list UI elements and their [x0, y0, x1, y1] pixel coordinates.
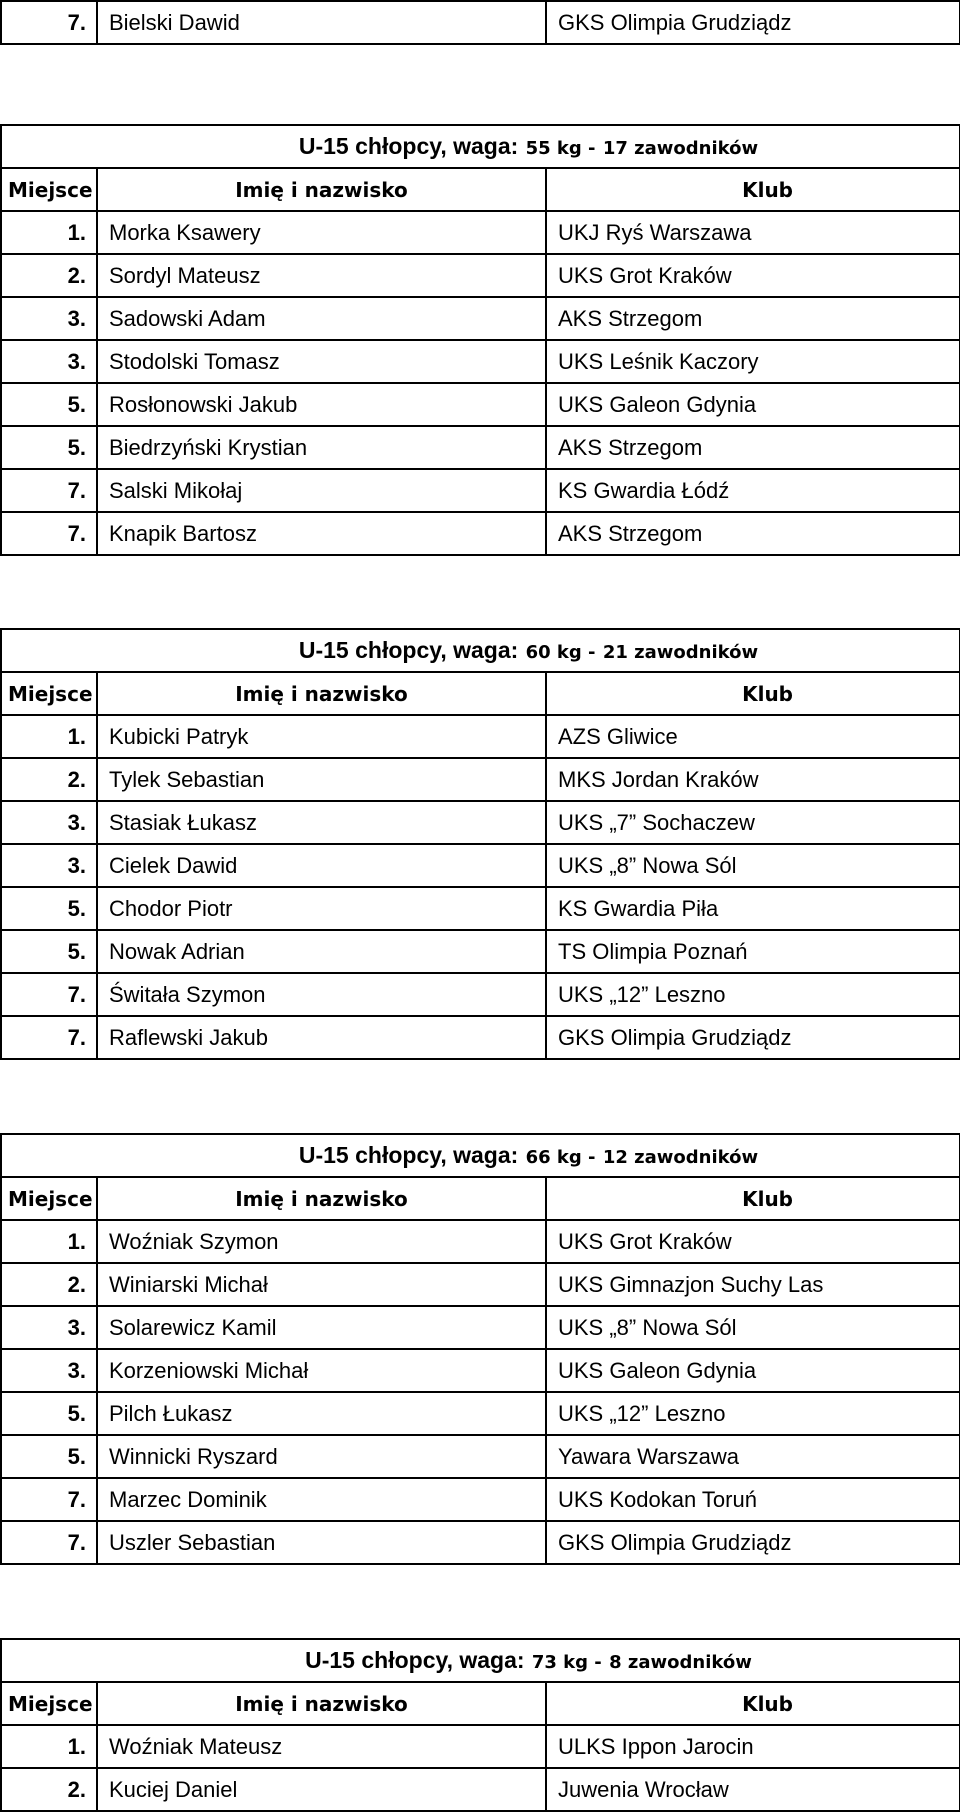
- place-cell: 7.: [1, 1016, 97, 1059]
- table-row: [1, 844, 960, 887]
- table-row: [1, 383, 960, 426]
- club-cell: AKS Strzegom: [546, 426, 960, 469]
- table-row: [1, 254, 960, 297]
- place-cell: 7.: [1, 973, 97, 1016]
- club-cell: AKS Strzegom: [546, 297, 960, 340]
- header-club: Klub: [546, 168, 960, 211]
- place-cell: 1.: [1, 211, 97, 254]
- place-cell: 1.: [1, 715, 97, 758]
- name-cell: Knapik Bartosz: [97, 512, 546, 555]
- header-name: Imię i nazwisko: [97, 168, 546, 211]
- club-cell: UKS Grot Kraków: [546, 1220, 960, 1263]
- name-cell: Marzec Dominik: [97, 1478, 546, 1521]
- table-row: [1, 973, 960, 1016]
- table-row: [1, 1478, 960, 1521]
- name-cell: Nowak Adrian: [97, 930, 546, 973]
- club-cell: TS Olimpia Poznań: [546, 930, 960, 973]
- club-cell: Juwenia Wrocław: [546, 1768, 960, 1811]
- category-count: 12 zawodników: [602, 1147, 759, 1168]
- name-cell: Biedrzyński Krystian: [97, 426, 546, 469]
- club-cell: UKS „7” Sochaczew: [546, 801, 960, 844]
- name-cell: Pilch Łukasz: [97, 1392, 546, 1435]
- table-row: [1, 1263, 960, 1306]
- club-cell: Yawara Warszawa: [546, 1435, 960, 1478]
- club-cell: UKS „8” Nowa Sól: [546, 844, 960, 887]
- category-weight: 73 kg -: [531, 1652, 602, 1673]
- place-cell: 5.: [1, 383, 97, 426]
- category-title: [1, 1639, 960, 1682]
- place-cell: 3.: [1, 1306, 97, 1349]
- category-weight: 66 kg -: [525, 1147, 596, 1168]
- club-cell: GKS Olimpia Grudziądz: [546, 1016, 960, 1059]
- name-cell: Sadowski Adam: [97, 297, 546, 340]
- name-cell: Stasiak Łukasz: [97, 801, 546, 844]
- club-cell: UKS „12” Leszno: [546, 973, 960, 1016]
- name-cell: Bielski Dawid: [97, 1, 546, 44]
- category-label: U-15 chłopcy, waga:: [298, 637, 519, 663]
- club-cell: UKS Grot Kraków: [546, 254, 960, 297]
- name-cell: Woźniak Mateusz: [97, 1725, 546, 1768]
- place-cell: 2.: [1, 1768, 97, 1811]
- table-row: [1, 1220, 960, 1263]
- place-cell: 2.: [1, 254, 97, 297]
- table-row: [1, 887, 960, 930]
- name-cell: Uszler Sebastian: [97, 1521, 546, 1564]
- top-partial-table: [0, 0, 959, 45]
- place-cell: 5.: [1, 426, 97, 469]
- category-table-60kg: [0, 628, 959, 1060]
- header-club: Klub: [546, 672, 960, 715]
- table-row: [1, 512, 960, 555]
- name-cell: Świtała Szymon: [97, 973, 546, 1016]
- header-row: [1, 168, 960, 211]
- table-row: [1, 1392, 960, 1435]
- place-cell: 3.: [1, 1349, 97, 1392]
- category-weight: 55 kg -: [525, 138, 596, 159]
- category-count: 17 zawodników: [602, 138, 759, 159]
- club-cell: UKS „12” Leszno: [546, 1392, 960, 1435]
- place-cell: 5.: [1, 930, 97, 973]
- category-table-73kg: [0, 1638, 959, 1812]
- name-cell: Solarewicz Kamil: [97, 1306, 546, 1349]
- table-row: [1, 340, 960, 383]
- club-cell: UKS Galeon Gdynia: [546, 1349, 960, 1392]
- place-cell: 2.: [1, 758, 97, 801]
- header-place: Miejsce: [1, 1682, 97, 1725]
- name-cell: Raflewski Jakub: [97, 1016, 546, 1059]
- header-name: Imię i nazwisko: [97, 1177, 546, 1220]
- header-place: Miejsce: [1, 168, 97, 211]
- category-count: 8 zawodników: [609, 1652, 752, 1673]
- club-cell: UKS Gimnazjon Suchy Las: [546, 1263, 960, 1306]
- place-cell: 5.: [1, 1435, 97, 1478]
- category-label: U-15 chłopcy, waga:: [305, 1647, 525, 1673]
- name-cell: Winnicki Ryszard: [97, 1435, 546, 1478]
- table-row: [1, 426, 960, 469]
- header-place: Miejsce: [1, 672, 97, 715]
- club-cell: AKS Strzegom: [546, 512, 960, 555]
- table-row: [1, 930, 960, 973]
- table-row: [1, 1521, 960, 1564]
- category-label: U-15 chłopcy, waga:: [298, 1142, 519, 1168]
- category-weight: 60 kg -: [525, 642, 596, 663]
- table-row: [1, 1016, 960, 1059]
- table-row: [1, 758, 960, 801]
- place-cell: 7.: [1, 1, 97, 44]
- category-count: 21 zawodników: [602, 642, 759, 663]
- category-table-55kg: [0, 124, 959, 556]
- table-row: [1, 1768, 960, 1811]
- place-cell: 7.: [1, 1478, 97, 1521]
- name-cell: Winiarski Michał: [97, 1263, 546, 1306]
- category-title: [1, 629, 960, 672]
- place-cell: 5.: [1, 887, 97, 930]
- club-cell: UKS Kodokan Toruń: [546, 1478, 960, 1521]
- club-cell: MKS Jordan Kraków: [546, 758, 960, 801]
- category-title: [1, 125, 960, 168]
- name-cell: Kuciej Daniel: [97, 1768, 546, 1811]
- header-row: [1, 1682, 960, 1725]
- club-cell: KS Gwardia Piła: [546, 887, 960, 930]
- header-row: [1, 1177, 960, 1220]
- category-title-row: [1, 1639, 960, 1682]
- name-cell: Kubicki Patryk: [97, 715, 546, 758]
- place-cell: 1.: [1, 1220, 97, 1263]
- place-cell: 3.: [1, 801, 97, 844]
- name-cell: Stodolski Tomasz: [97, 340, 546, 383]
- club-cell: ULKS Ippon Jarocin: [546, 1725, 960, 1768]
- place-cell: 5.: [1, 1392, 97, 1435]
- place-cell: 7.: [1, 469, 97, 512]
- table-row: [1, 1306, 960, 1349]
- name-cell: Tylek Sebastian: [97, 758, 546, 801]
- table-row: [1, 469, 960, 512]
- category-title: [1, 1134, 960, 1177]
- name-cell: Salski Mikołaj: [97, 469, 546, 512]
- club-cell: UKS Galeon Gdynia: [546, 383, 960, 426]
- place-cell: 7.: [1, 512, 97, 555]
- place-cell: 2.: [1, 1263, 97, 1306]
- table-row: [1, 1725, 960, 1768]
- category-title-row: [1, 125, 960, 168]
- name-cell: Chodor Piotr: [97, 887, 546, 930]
- name-cell: Sordyl Mateusz: [97, 254, 546, 297]
- header-club: Klub: [546, 1682, 960, 1725]
- club-cell: KS Gwardia Łódź: [546, 469, 960, 512]
- club-cell: AZS Gliwice: [546, 715, 960, 758]
- table-row: [1, 1349, 960, 1392]
- place-cell: 3.: [1, 340, 97, 383]
- header-name: Imię i nazwisko: [97, 672, 546, 715]
- table-row: [1, 297, 960, 340]
- club-cell: UKS Leśnik Kaczory: [546, 340, 960, 383]
- place-cell: 3.: [1, 844, 97, 887]
- name-cell: Morka Ksawery: [97, 211, 546, 254]
- club-cell: GKS Olimpia Grudziądz: [546, 1, 960, 44]
- header-name: Imię i nazwisko: [97, 1682, 546, 1725]
- header-club: Klub: [546, 1177, 960, 1220]
- table-row: [1, 211, 960, 254]
- place-cell: 3.: [1, 297, 97, 340]
- header-place: Miejsce: [1, 1177, 97, 1220]
- category-title-row: [1, 629, 960, 672]
- club-cell: GKS Olimpia Grudziądz: [546, 1521, 960, 1564]
- table-row: [1, 1, 960, 44]
- name-cell: Korzeniowski Michał: [97, 1349, 546, 1392]
- category-label: U-15 chłopcy, waga:: [298, 133, 519, 159]
- header-row: [1, 672, 960, 715]
- table-row: [1, 1435, 960, 1478]
- place-cell: 1.: [1, 1725, 97, 1768]
- category-table-66kg: [0, 1133, 959, 1565]
- club-cell: UKJ Ryś Warszawa: [546, 211, 960, 254]
- name-cell: Woźniak Szymon: [97, 1220, 546, 1263]
- place-cell: 7.: [1, 1521, 97, 1564]
- name-cell: Rosłonowski Jakub: [97, 383, 546, 426]
- category-title-row: [1, 1134, 960, 1177]
- name-cell: Cielek Dawid: [97, 844, 546, 887]
- table-row: [1, 801, 960, 844]
- club-cell: UKS „8” Nowa Sól: [546, 1306, 960, 1349]
- table-row: [1, 715, 960, 758]
